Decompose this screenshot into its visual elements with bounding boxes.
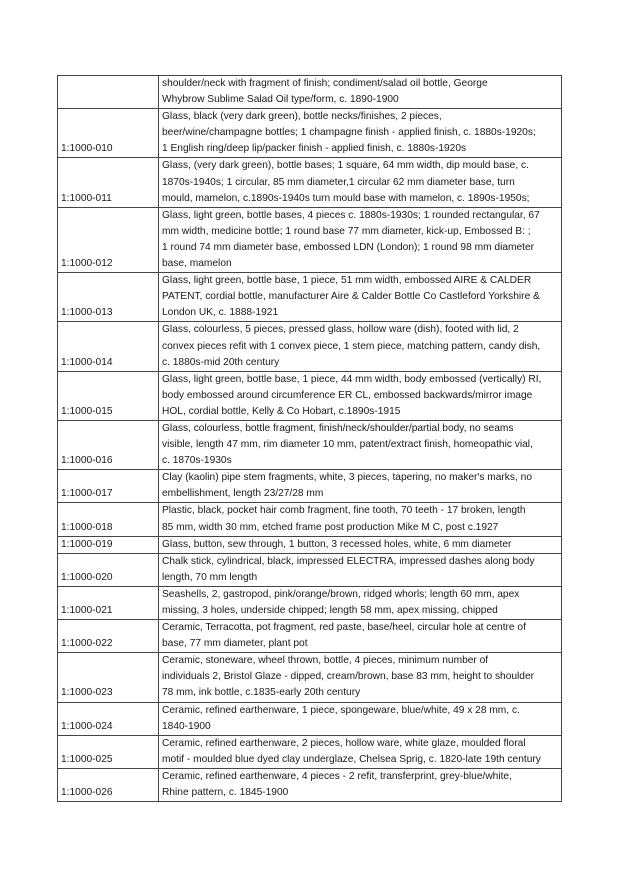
description-line: motif - moulded blue dyed clay underglaze, Chelsea Sprig, c. 1820-late 19th century xyxy=(162,753,541,765)
description-line: Ceramic, refined earthenware, 2 pieces, hollow ware, white glaze, moulded floral xyxy=(162,737,526,749)
description-line: c. 1880s-mid 20th century xyxy=(162,356,280,368)
description-line: Glass, colourless, 5 pieces, pressed glass, hollow ware (dish), footed with lid, 2 xyxy=(162,324,519,336)
catalogue-id-cell: 1:1000-014 xyxy=(58,322,159,371)
description-cell xyxy=(159,109,562,158)
description-line: visible, length 47 mm, rim diameter 10 mm, patent/extract finish, homeopathic vial, xyxy=(162,439,533,451)
catalogue-id-cell: 1:1000-021 xyxy=(58,586,159,619)
artefact-catalogue-table xyxy=(57,75,562,802)
table-row xyxy=(58,536,562,553)
table-body xyxy=(58,76,562,802)
description-line: 1 round 74 mm diameter base, embossed LDN (London); 1 round 98 mm diameter xyxy=(162,241,535,253)
description-cell xyxy=(159,620,562,653)
description-cell xyxy=(159,653,562,702)
catalogue-id-cell: 1:1000-020 xyxy=(58,553,159,586)
description-cell xyxy=(159,553,562,586)
description-line: 85 mm, width 30 mm, etched frame post production Mike M C, post c.1927 xyxy=(162,521,499,533)
description-line: Ceramic, stoneware, wheel thrown, bottle, 4 pieces, minimum number of xyxy=(162,655,489,667)
catalogue-id-cell: 1:1000-023 xyxy=(58,653,159,702)
description-line: 1840-1900 xyxy=(162,720,211,732)
description-line: convex pieces refit with 1 convex piece, 1 stem piece, matching pattern, candy dish, xyxy=(162,340,541,352)
description-cell xyxy=(159,503,562,536)
description-cell xyxy=(159,207,562,272)
description-cell xyxy=(159,768,562,801)
description-line: missing, 3 holes, underside chipped; length 58 mm, apex missing, chipped xyxy=(162,605,498,616)
table-row xyxy=(58,76,562,109)
description-line: 78 mm, ink bottle, c.1835-early 20th century xyxy=(162,687,361,699)
table-row xyxy=(58,620,562,653)
description-line: Glass, black (very dark green), bottle necks/finishes, 2 pieces, xyxy=(162,111,442,123)
description-line: individuals 2, Bristol Glaze - dipped, cream/brown, base 83 mm, height to shoulder xyxy=(162,671,535,683)
table-row xyxy=(58,702,562,735)
description-cell xyxy=(159,420,562,469)
catalogue-id-cell: 1:1000-011 xyxy=(58,158,159,207)
table-row xyxy=(58,768,562,801)
table-row xyxy=(58,371,562,420)
description-line: HOL, cordial bottle, Kelly & Co Hobart, c.1890s-1915 xyxy=(162,405,401,417)
catalogue-id-cell: 1:1000-013 xyxy=(58,273,159,322)
description-line: Glass, light green, bottle bases, 4 pieces c. 1880s-1930s; 1 rounded rectangular, 67 xyxy=(162,209,540,221)
description-cell xyxy=(159,702,562,735)
description-line: Clay (kaolin) pipe stem fragments, white, 3 pieces, tapering, no maker's marks, no xyxy=(162,472,532,484)
description-line: Rhine pattern, c. 1845-1900 xyxy=(162,787,289,799)
description-cell xyxy=(159,76,562,109)
table-row xyxy=(58,586,562,619)
table-row xyxy=(58,420,562,469)
description-line: length, 70 mm length xyxy=(162,571,258,583)
table-row xyxy=(58,158,562,207)
catalogue-id-cell: 1:1000-012 xyxy=(58,207,159,272)
table-row xyxy=(58,653,562,702)
table-row xyxy=(58,470,562,503)
description-line: c. 1870s-1930s xyxy=(162,455,232,467)
catalogue-id-cell: 1:1000-019 xyxy=(58,536,159,553)
table-row xyxy=(58,322,562,371)
description-line: Glass, light green, bottle base, 1 piece, 51 mm width, embossed AIRE & CALDER xyxy=(162,275,532,287)
description-cell xyxy=(159,158,562,207)
description-line: Plastic, black, pocket hair comb fragment, fine tooth, 70 teeth - 17 broken, length xyxy=(162,505,526,517)
description-line: Glass, light green, bottle base, 1 piece, 44 mm width, body embossed (vertically) RI, xyxy=(162,373,542,385)
description-line: base, 77 mm diameter, plant pot xyxy=(162,638,308,650)
table-row xyxy=(58,503,562,536)
description-line: shoulder/neck with fragment of finish; condiment/salad oil bottle, George xyxy=(162,78,488,89)
description-line: base, mamelon xyxy=(162,258,232,270)
table-row xyxy=(58,735,562,768)
description-line: Glass, colourless, bottle fragment, finish/neck/shoulder/partial body, no seams xyxy=(162,422,514,434)
catalogue-id-cell: 1:1000-010 xyxy=(58,109,159,158)
catalogue-id-cell: 1:1000-026 xyxy=(58,768,159,801)
description-line: 1 English ring/deep lip/packer finish - applied finish, c. 1880s-1920s xyxy=(162,143,467,155)
description-line: beer/wine/champagne bottles; 1 champagne finish - applied finish, c. 1880s-1920s; xyxy=(162,127,536,139)
description-line: Glass, button, sew through, 1 button, 3 recessed holes, white, 6 mm diameter xyxy=(162,538,512,550)
catalogue-id-cell: 1:1000-016 xyxy=(58,420,159,469)
description-line: Glass, (very dark green), bottle bases; 1 square, 64 mm width, dip mould base, c. xyxy=(162,160,529,172)
description-line: Chalk stick, cylindrical, black, impressed ELECTRA, impressed dashes along body xyxy=(162,555,535,567)
description-line: PATENT, cordial bottle, manufacturer Aire & Calder Bottle Co Castleford Yorkshire & xyxy=(162,291,540,303)
catalogue-id-cell: 1:1000-015 xyxy=(58,371,159,420)
description-cell xyxy=(159,735,562,768)
description-line: Ceramic, Terracotta, pot fragment, red paste, base/heel, circular hole at centre of xyxy=(162,622,526,634)
table-row xyxy=(58,207,562,272)
catalogue-id-cell xyxy=(58,76,159,109)
table-row xyxy=(58,273,562,322)
description-line: mould, mamelon, c.1890s-1940s turn mould base with mamelon, c. 1890s-1950s; xyxy=(162,192,530,204)
description-line: 1870s-1940s; 1 circular, 85 mm diameter,1 circular 62 mm diameter base, turn xyxy=(162,176,515,188)
description-cell xyxy=(159,322,562,371)
catalogue-id-cell: 1:1000-025 xyxy=(58,735,159,768)
catalogue-id-cell: 1:1000-024 xyxy=(58,702,159,735)
description-line: Ceramic, refined earthenware, 4 pieces - 2 refit, transferprint, grey-blue/white, xyxy=(162,770,512,782)
description-cell xyxy=(159,586,562,619)
description-line: London UK, c. 1888-1921 xyxy=(162,307,279,319)
description-cell xyxy=(159,371,562,420)
description-line: Seashells, 2, gastropod, pink/orange/brown, ridged whorls; length 60 mm, apex xyxy=(162,588,520,600)
description-cell xyxy=(159,536,562,553)
description-line: mm width, medicine bottle; 1 round base 77 mm diameter, kick-up, Embossed B: ; xyxy=(162,225,531,237)
catalogue-id-cell: 1:1000-018 xyxy=(58,503,159,536)
catalogue-id-cell: 1:1000-022 xyxy=(58,620,159,653)
table-row xyxy=(58,109,562,158)
description-cell xyxy=(159,470,562,503)
catalogue-id-cell: 1:1000-017 xyxy=(58,470,159,503)
description-line: body embossed around circumference ER CL, embossed backwards/mirror image xyxy=(162,389,533,401)
description-cell xyxy=(159,273,562,322)
table-row xyxy=(58,553,562,586)
description-line: embellishment, length 23/27/28 mm xyxy=(162,488,324,500)
description-line: Whybrow Sublime Salad Oil type/form, c. 1890-1900 xyxy=(162,94,399,106)
description-line: Ceramic, refined earthenware, 1 piece, spongeware, blue/white, 49 x 28 mm, c. xyxy=(162,704,520,716)
